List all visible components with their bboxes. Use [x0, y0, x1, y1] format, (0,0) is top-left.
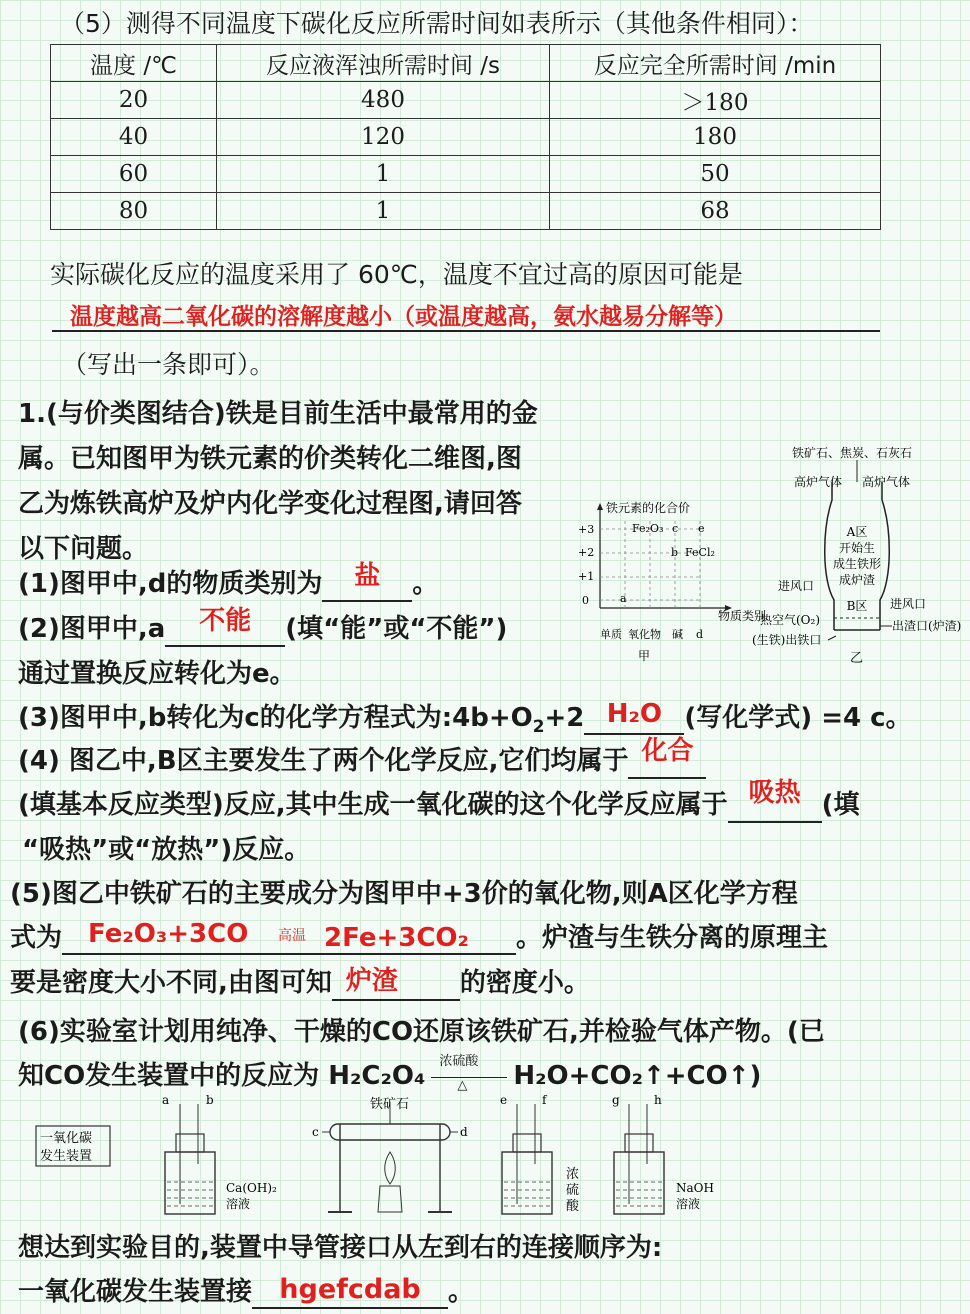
inlet-right-label: 进风口	[890, 597, 927, 611]
q2-answer: 不能	[199, 606, 252, 636]
port-label: g	[612, 1093, 620, 1107]
y-tick: +3	[578, 523, 595, 536]
q5-text-4: 的密度小。	[459, 968, 590, 998]
bottle-sulfuric-acid	[500, 1093, 580, 1214]
table-cell: 1	[217, 193, 550, 230]
port-label: f	[542, 1093, 547, 1107]
zone-b-label: B区	[846, 599, 868, 613]
x-tick: d	[696, 628, 704, 641]
intro-line-1: 1.(与价类图结合)铁是目前生活中最常用的金	[18, 399, 538, 429]
q5-text: 式为	[10, 923, 63, 953]
port-label: h	[654, 1093, 662, 1107]
heat-label: △	[457, 1077, 468, 1093]
x-tick: 碱	[672, 628, 683, 641]
table-header: 温度 /℃	[51, 45, 217, 82]
ore-label: 铁矿石	[370, 1097, 410, 1112]
slag-outlet-label: 出渣口(炉渣)	[892, 619, 962, 633]
reaction-arrow	[431, 1053, 507, 1093]
q6-text: 一氧化碳发生装置接	[18, 1277, 253, 1307]
prev-note: （写出一条即可）。	[62, 350, 275, 379]
port-label: e	[500, 1093, 508, 1107]
iron-outlet-label: (生铁)出铁口	[752, 633, 822, 647]
port-label: d	[460, 1125, 468, 1139]
bottle1-reagent: Ca(OH)₂	[226, 1181, 277, 1195]
inlet-left-label: 进风口	[778, 579, 815, 593]
zone-a-label: A区	[846, 525, 868, 539]
intro-line-2: 属。已知图甲为铁元素的价类转化二维图,图	[18, 444, 522, 474]
question-3	[18, 697, 912, 736]
q6-formula-right: H₂O+CO₂↑+CO↑)	[513, 1061, 762, 1091]
table-row	[51, 156, 881, 193]
reaction-tube-stand	[312, 1096, 468, 1212]
hot-air-label: 热空气(O₂)	[760, 613, 821, 627]
q3-end: (写化学式) =4 c。	[684, 703, 912, 733]
zone-a-text: 开始生	[838, 541, 876, 555]
arrow-line	[431, 1077, 507, 1078]
q5-answer: Fe₂O₃+3CO	[88, 919, 249, 949]
point-label: e	[698, 522, 705, 535]
figure-yi-furnace	[752, 440, 968, 670]
figure-caption: 乙	[850, 651, 864, 666]
q2-hint: (填“能”或“不能”)	[285, 614, 508, 644]
q6-end: 。	[448, 1277, 475, 1307]
zone-a-text: 成炉渣	[838, 573, 876, 587]
q3-answer: H₂O	[606, 699, 663, 729]
top-label: 铁矿石、焦炭、石灰石	[792, 446, 913, 460]
bottle1-reagent: 溶液	[226, 1197, 251, 1211]
q4-answer-1: 化合	[641, 736, 694, 766]
apparatus-figure	[30, 1094, 740, 1222]
q6-line-2	[18, 1055, 761, 1092]
x-tick: 单质	[600, 628, 622, 641]
q5-answer-b: 2Fe+3CO₂	[324, 923, 469, 953]
q5-line-3	[10, 962, 590, 1001]
q1-text: (1)图甲中,d的物质类别为	[18, 569, 323, 599]
table-cell: 120	[217, 119, 550, 156]
q6-answer-line	[18, 1271, 474, 1309]
q5-text-2: 。炉渣与生铁分离的原理主	[516, 923, 829, 953]
prev-question-text: 实际碳化反应的温度采用了 60℃，温度不宜过高的原因可能是	[50, 260, 743, 289]
table-header-row	[51, 45, 881, 82]
bottle-naoh	[612, 1093, 714, 1214]
q4-answer-2: 吸热	[748, 778, 801, 808]
table-row	[51, 82, 881, 119]
q4-line-2	[18, 778, 860, 823]
q6-question: 想达到实验目的,装置中导管接口从左到右的连接顺序为:	[18, 1233, 663, 1263]
q4-hint: (填	[821, 790, 860, 820]
table-cell: 180	[550, 119, 881, 156]
table-cell: 80	[51, 193, 217, 230]
q1-end: 。	[412, 569, 439, 599]
figure-caption: 甲	[638, 649, 651, 663]
zone-a-text: 成生铁形	[832, 557, 882, 571]
table-header: 反应液浑浊所需时间 /s	[217, 45, 550, 82]
prev-question-title: （5）测得不同温度下碳化反应所需时间如表所示（其他条件相同）：	[60, 9, 814, 38]
figure-jia-chart	[570, 496, 767, 666]
table-cell: 68	[550, 193, 881, 230]
prev-answer: 温度越高二氧化碳的溶解度越小（或温度越高，氨水越易分解等）	[70, 304, 737, 330]
intro-line-4: 以下问题。	[18, 534, 149, 564]
q3-mid: +2	[544, 703, 585, 733]
table-cell: 40	[51, 119, 217, 156]
q4-line-3: “吸热”或“放热”)反应。	[22, 835, 311, 865]
bottle3-reagent: NaOH	[676, 1181, 714, 1195]
table-cell: 60	[51, 156, 217, 193]
bottle2-reagent: 浓	[566, 1167, 580, 1182]
port-label: b	[206, 1093, 214, 1107]
q3-subscript: 2	[532, 716, 545, 737]
table-cell: 50	[550, 156, 881, 193]
gas-right-label: 高炉气体	[862, 475, 911, 489]
intro-line-3: 乙为炼铁高炉及炉内化学变化过程图,请回答	[18, 489, 522, 519]
temperature-time-table	[50, 44, 881, 230]
question-5: (5)图乙中铁矿石的主要成分为图甲中+3价的氧化物,则A区化学方程	[10, 879, 798, 909]
q6-answer: hgefcdab	[279, 1274, 421, 1305]
y-axis-title: 铁元素的化合价	[606, 501, 691, 515]
catalyst-label: 浓硫酸	[439, 1053, 479, 1069]
point-label: c	[672, 522, 679, 535]
table-header: 反应完全所需时间 /min	[550, 45, 881, 82]
q5-condition: 高温	[278, 928, 307, 944]
y-tick: 0	[582, 594, 589, 607]
q5-answer-2: 炉渣	[345, 966, 398, 996]
port-label: a	[162, 1093, 170, 1107]
point-label: b	[671, 546, 679, 559]
q4-text-2: (填基本反应类型)反应,其中生成一氧化碳的这个化学反应属于	[18, 790, 728, 820]
question-6: (6)实验室计划用纯净、干燥的CO还原该铁矿石,并检验气体产物。(已	[18, 1017, 825, 1047]
table-cell: 20	[51, 82, 217, 119]
point-label: FeCl₂	[685, 546, 715, 559]
q2-text: (2)图甲中,a	[18, 614, 166, 644]
x-tick: 氧化物	[628, 628, 661, 641]
q5-text-3: 要是密度大小不同,由图可知	[10, 968, 332, 998]
answer-line	[52, 298, 880, 332]
co-generator-label: 一氧化碳	[40, 1131, 93, 1146]
q5-line-2	[10, 917, 828, 955]
q4-text: (4) 图乙中,B区主要发生了两个化学反应,它们均属于	[18, 746, 629, 776]
table-cell: 1	[217, 156, 550, 193]
table-cell: 480	[217, 82, 550, 119]
question-4	[18, 736, 706, 779]
gas-left-label: 高炉气体	[794, 475, 843, 489]
q6-formula-left: 知CO发生装置中的反应为 H₂C₂O₄	[18, 1061, 426, 1091]
y-tick: +2	[578, 546, 595, 559]
bottle2-reagent: 酸	[566, 1199, 580, 1214]
bottle2-reagent: 硫	[566, 1183, 580, 1198]
x-axis-title: 物质类别	[718, 609, 767, 623]
question-1	[18, 563, 438, 602]
point-label: Fe₂O₃	[632, 522, 664, 535]
q2-line-2: 通过置换反应转化为e。	[18, 659, 296, 689]
bottle3-reagent: 溶液	[676, 1197, 701, 1211]
q1-answer: 盐	[354, 561, 381, 591]
point-label: a	[620, 592, 627, 605]
table-row	[51, 119, 881, 156]
bottle-limewater	[162, 1093, 277, 1214]
q3-text: (3)图甲中,b转化为c的化学方程式为:4b+O	[18, 703, 533, 733]
question-2	[18, 608, 507, 647]
y-tick: +1	[578, 570, 595, 583]
port-label: c	[312, 1125, 319, 1139]
co-generator-label: 发生装置	[40, 1149, 93, 1164]
table-cell: ＞180	[550, 82, 881, 119]
table-row	[51, 193, 881, 230]
